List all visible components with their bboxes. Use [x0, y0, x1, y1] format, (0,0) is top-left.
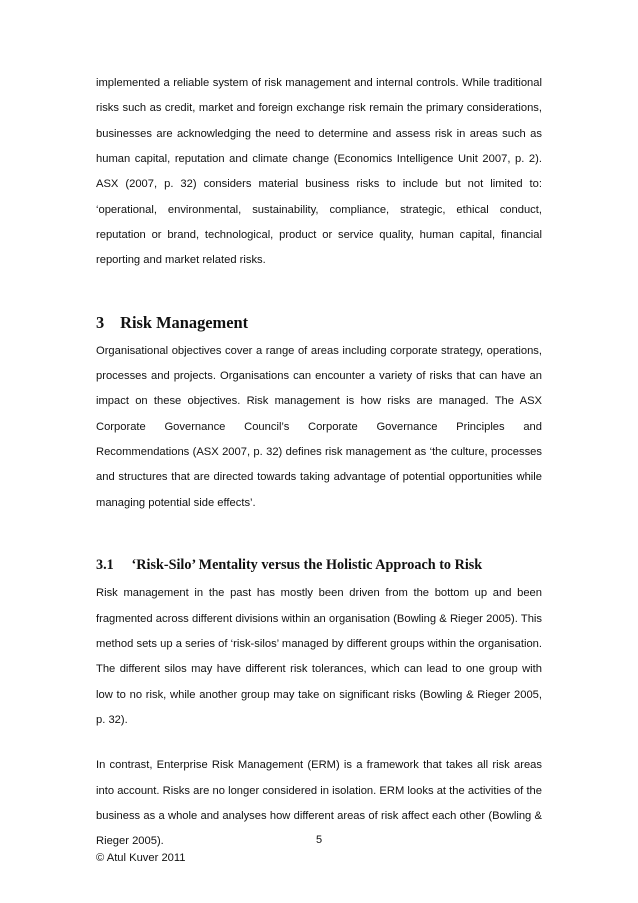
section-number: 3	[96, 312, 105, 332]
section-title: Risk Management	[120, 312, 249, 332]
paragraph-spacer	[96, 733, 542, 753]
subsection-heading-risk-silo	[96, 554, 542, 576]
intro-paragraph: implemented a reliable system of risk management and internal controls. While traditional risks such as credit, market and foreign exchange risk remain the primary considerations, businesses are acknowledging the need to determine and assess risk in areas such as human capital, reputation and climate change (Economics Intelligence Unit 2007, p. 2). ASX (2007, p. 32) considers material business risks to include but not limited to: ‘operational, environmental, sustainability, compliance, strategic, ethical conduct, reputation or brand, technological, product or service quality, human capital, financial reporting and market related risks.	[96, 77, 542, 267]
risk-silo-paragraph: Risk management in the past has mostly been driven from the bottom up and been fragmented across different divisions within an organisation (Bowling & Rieger 2005). This method sets up a series of ‘risk-silos’ managed by different groups within the organisation. The different silos may have different risk tolerances, which can lead to one group with low to no risk, while another group may take on significant risks (Bowling & Rieger 2005, p. 32).	[96, 587, 542, 726]
risk-management-paragraph: Organisational objectives cover a range of areas including corporate strategy, operations, processes and projects. Organisations can encounter a variety of risks that can have an impact on these objectives. Risk management is how risks are managed. The ASX Corporate Governance Council’s Corporate Governance Principles and Recommendations (ASX 2007, p. 32) defines risk management as ‘the culture, processes and structures that are directed towards taking advantage of potential opportunities while managing potential side effects’.	[96, 344, 542, 509]
page-number: 5	[315, 834, 323, 846]
subsection-title: ‘Risk-Silo’ Mentality versus the Holistic Approach to Risk	[131, 557, 483, 574]
page-body	[96, 71, 542, 855]
section-heading-risk-management	[96, 312, 542, 334]
erm-paragraph: In contrast, Enterprise Risk Management (ERM) is a framework that takes all risk areas into account. Risks are no longer considered in isolation. ERM looks at the activities of the business as a whole and analyses how different areas of risk affect each other (Bowling & Rieger 2005).	[96, 759, 542, 848]
subsection-number: 3.1	[96, 557, 114, 574]
copyright-footer: © Atul Kuver 2011	[96, 852, 186, 864]
